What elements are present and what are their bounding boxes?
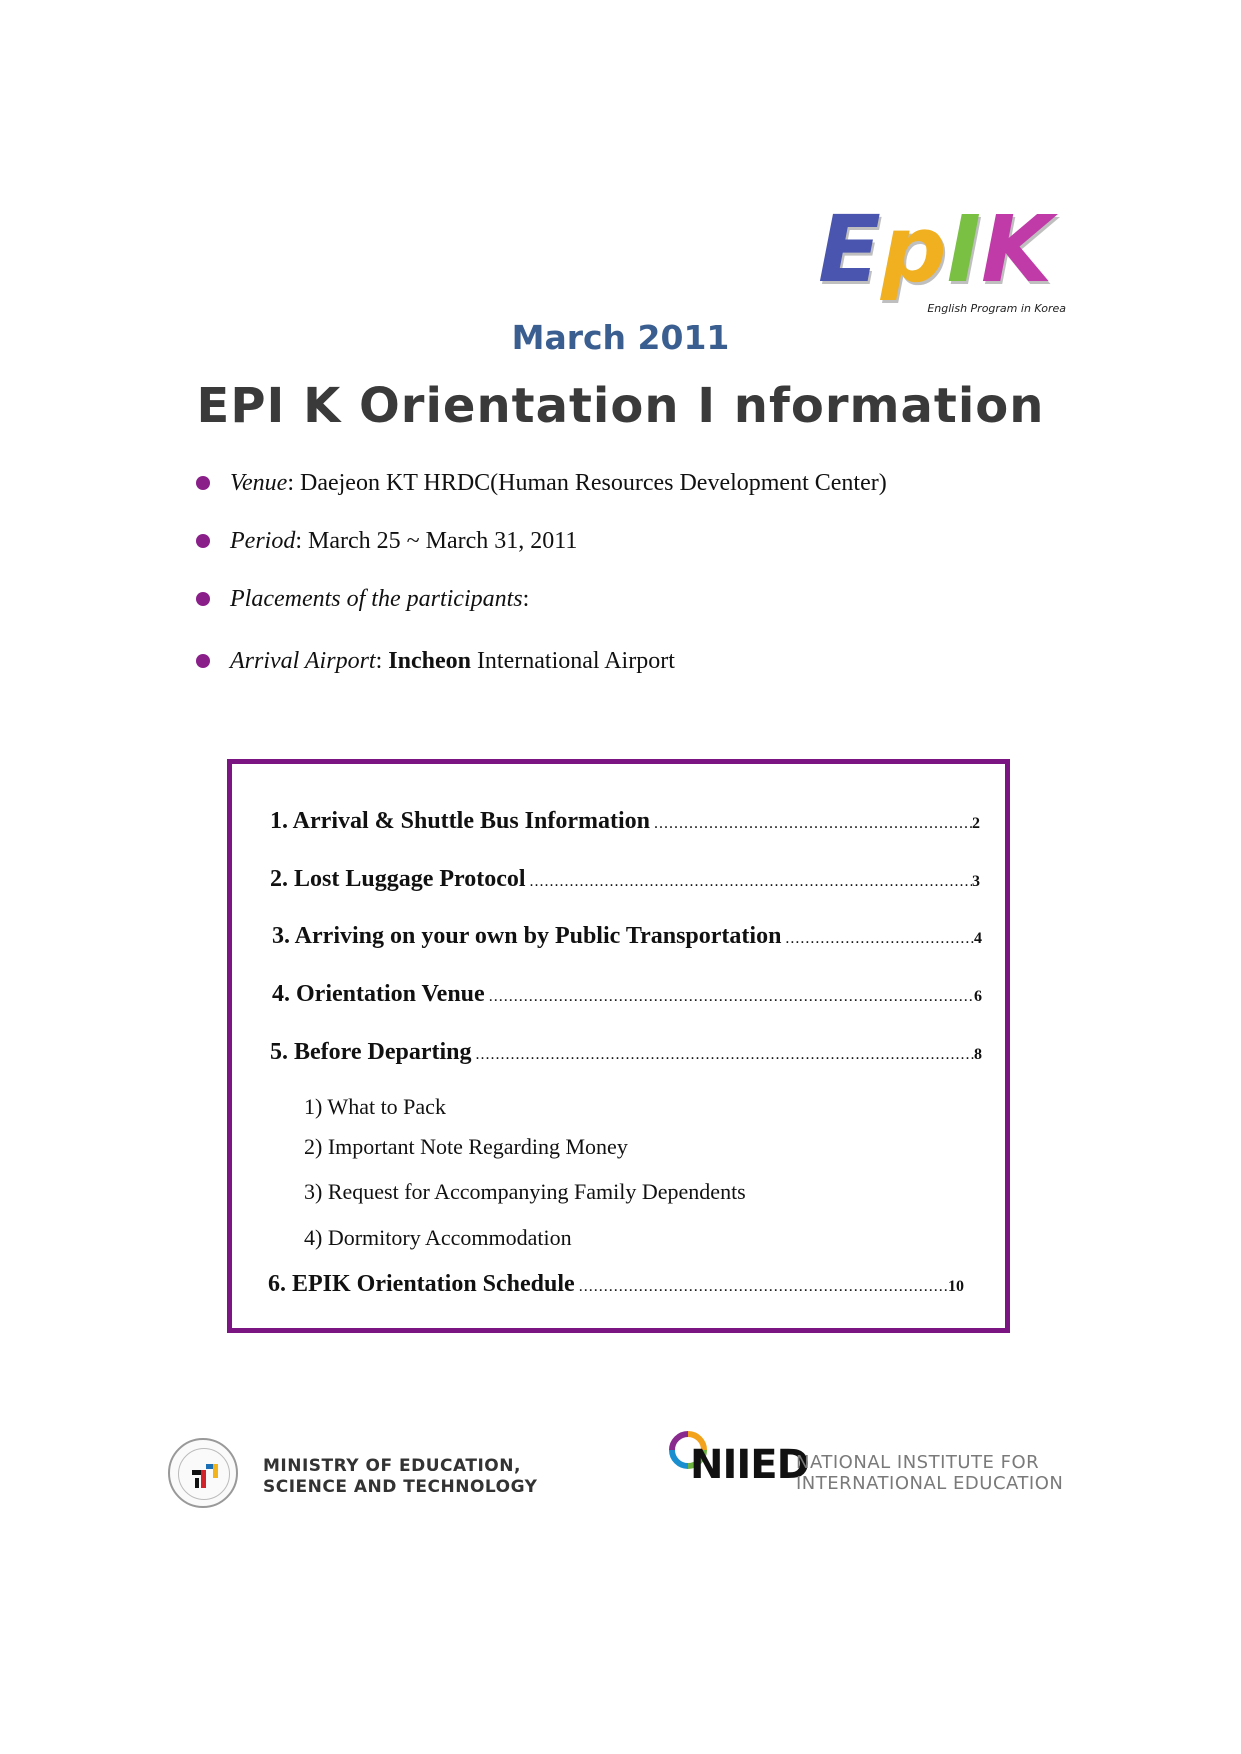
niied-wordmark: NIIED xyxy=(690,1442,809,1488)
airport-name: Incheon xyxy=(388,648,471,674)
toc-item-label: 3. Arriving on your own by Public Transportation xyxy=(272,923,782,949)
info-list xyxy=(196,468,1096,676)
toc-item-label: 6. EPIK Orientation Schedule xyxy=(268,1271,575,1297)
logo-letter-i: I xyxy=(946,196,981,303)
toc-item-1[interactable] xyxy=(270,808,980,835)
toc-item-2[interactable] xyxy=(270,866,980,893)
toc-page-number: 10 xyxy=(948,1278,964,1295)
toc-leader-dots xyxy=(650,815,972,833)
info-item-airport xyxy=(196,646,1096,676)
airport-rest: International Airport xyxy=(470,648,675,674)
toc-item-label: 5. Before Departing xyxy=(270,1039,472,1065)
niied-logo xyxy=(668,1430,1068,1520)
ministry-line-1: MINISTRY OF EDUCATION, xyxy=(263,1456,521,1476)
info-item-venue xyxy=(196,468,1096,498)
niied-line-2: INTERNATIONAL EDUCATION xyxy=(796,1473,1064,1494)
toc-leader-dots xyxy=(575,1278,948,1296)
toc-item-4[interactable] xyxy=(272,981,982,1008)
toc-leader-dots xyxy=(781,930,974,948)
toc-subitem-3: 3) Request for Accompanying Family Dependents xyxy=(304,1179,746,1204)
venue-value: : Daejeon KT HRDC(Human Resources Development Center) xyxy=(287,470,887,496)
period-value: : March 25 ~ March 31, 2011 xyxy=(295,528,578,554)
logo-tagline: English Program in Korea xyxy=(927,302,1066,315)
toc-page-number: 2 xyxy=(972,815,980,832)
toc-page-number: 8 xyxy=(974,1046,982,1063)
placements-value: : xyxy=(522,586,530,612)
toc-page-number: 6 xyxy=(974,988,982,1005)
epik-logo xyxy=(818,196,1068,318)
airport-label: Arrival Airport xyxy=(230,648,376,674)
venue-label: Venue xyxy=(230,470,288,496)
bullet-icon xyxy=(196,476,210,490)
bullet-icon xyxy=(196,592,210,606)
ministry-line-2: SCIENCE AND TECHNOLOGY xyxy=(263,1477,538,1497)
ministry-seal-icon xyxy=(168,1438,238,1508)
toc-subitem-1: 1) What to Pack xyxy=(304,1094,446,1119)
period-label: Period xyxy=(230,528,296,554)
placements-label: Placements of the participants xyxy=(230,586,523,612)
toc-page-number: 4 xyxy=(974,930,982,947)
bullet-icon xyxy=(196,654,210,668)
logo-letter-k: K xyxy=(980,196,1053,303)
toc-leader-dots xyxy=(472,1046,974,1064)
seal-emblem-icon xyxy=(170,1440,240,1510)
date-heading: March 2011 xyxy=(511,318,730,357)
logo-letter-p: p xyxy=(880,196,947,303)
ministry-name xyxy=(263,1456,537,1498)
toc-item-5[interactable] xyxy=(270,1039,982,1066)
toc-item-label: 2. Lost Luggage Protocol xyxy=(270,866,526,892)
page-title: EPI K Orientation I nformation xyxy=(196,378,1045,434)
info-item-period xyxy=(196,526,1096,556)
toc-item-label: 1. Arrival & Shuttle Bus Information xyxy=(270,808,651,834)
toc-subitem-4: 4) Dormitory Accommodation xyxy=(304,1225,572,1250)
table-of-contents xyxy=(227,759,1010,1333)
logo-letter-e: E xyxy=(818,196,881,303)
toc-subitem-2: 2) Important Note Regarding Money xyxy=(304,1134,628,1159)
bullet-icon xyxy=(196,534,210,548)
niied-name xyxy=(796,1452,1063,1494)
niied-line-1: NATIONAL INSTITUTE FOR xyxy=(796,1452,1040,1473)
toc-item-6[interactable] xyxy=(268,1271,964,1298)
toc-leader-dots xyxy=(526,873,972,891)
info-item-placements xyxy=(196,584,1096,614)
airport-colon: : xyxy=(375,648,389,674)
toc-page-number: 3 xyxy=(972,873,980,890)
toc-item-label: 4. Orientation Venue xyxy=(272,981,485,1007)
toc-leader-dots xyxy=(485,988,974,1006)
toc-item-3[interactable] xyxy=(272,923,982,950)
ministry-logo xyxy=(168,1438,568,1518)
epik-logo-letters xyxy=(818,196,1053,303)
